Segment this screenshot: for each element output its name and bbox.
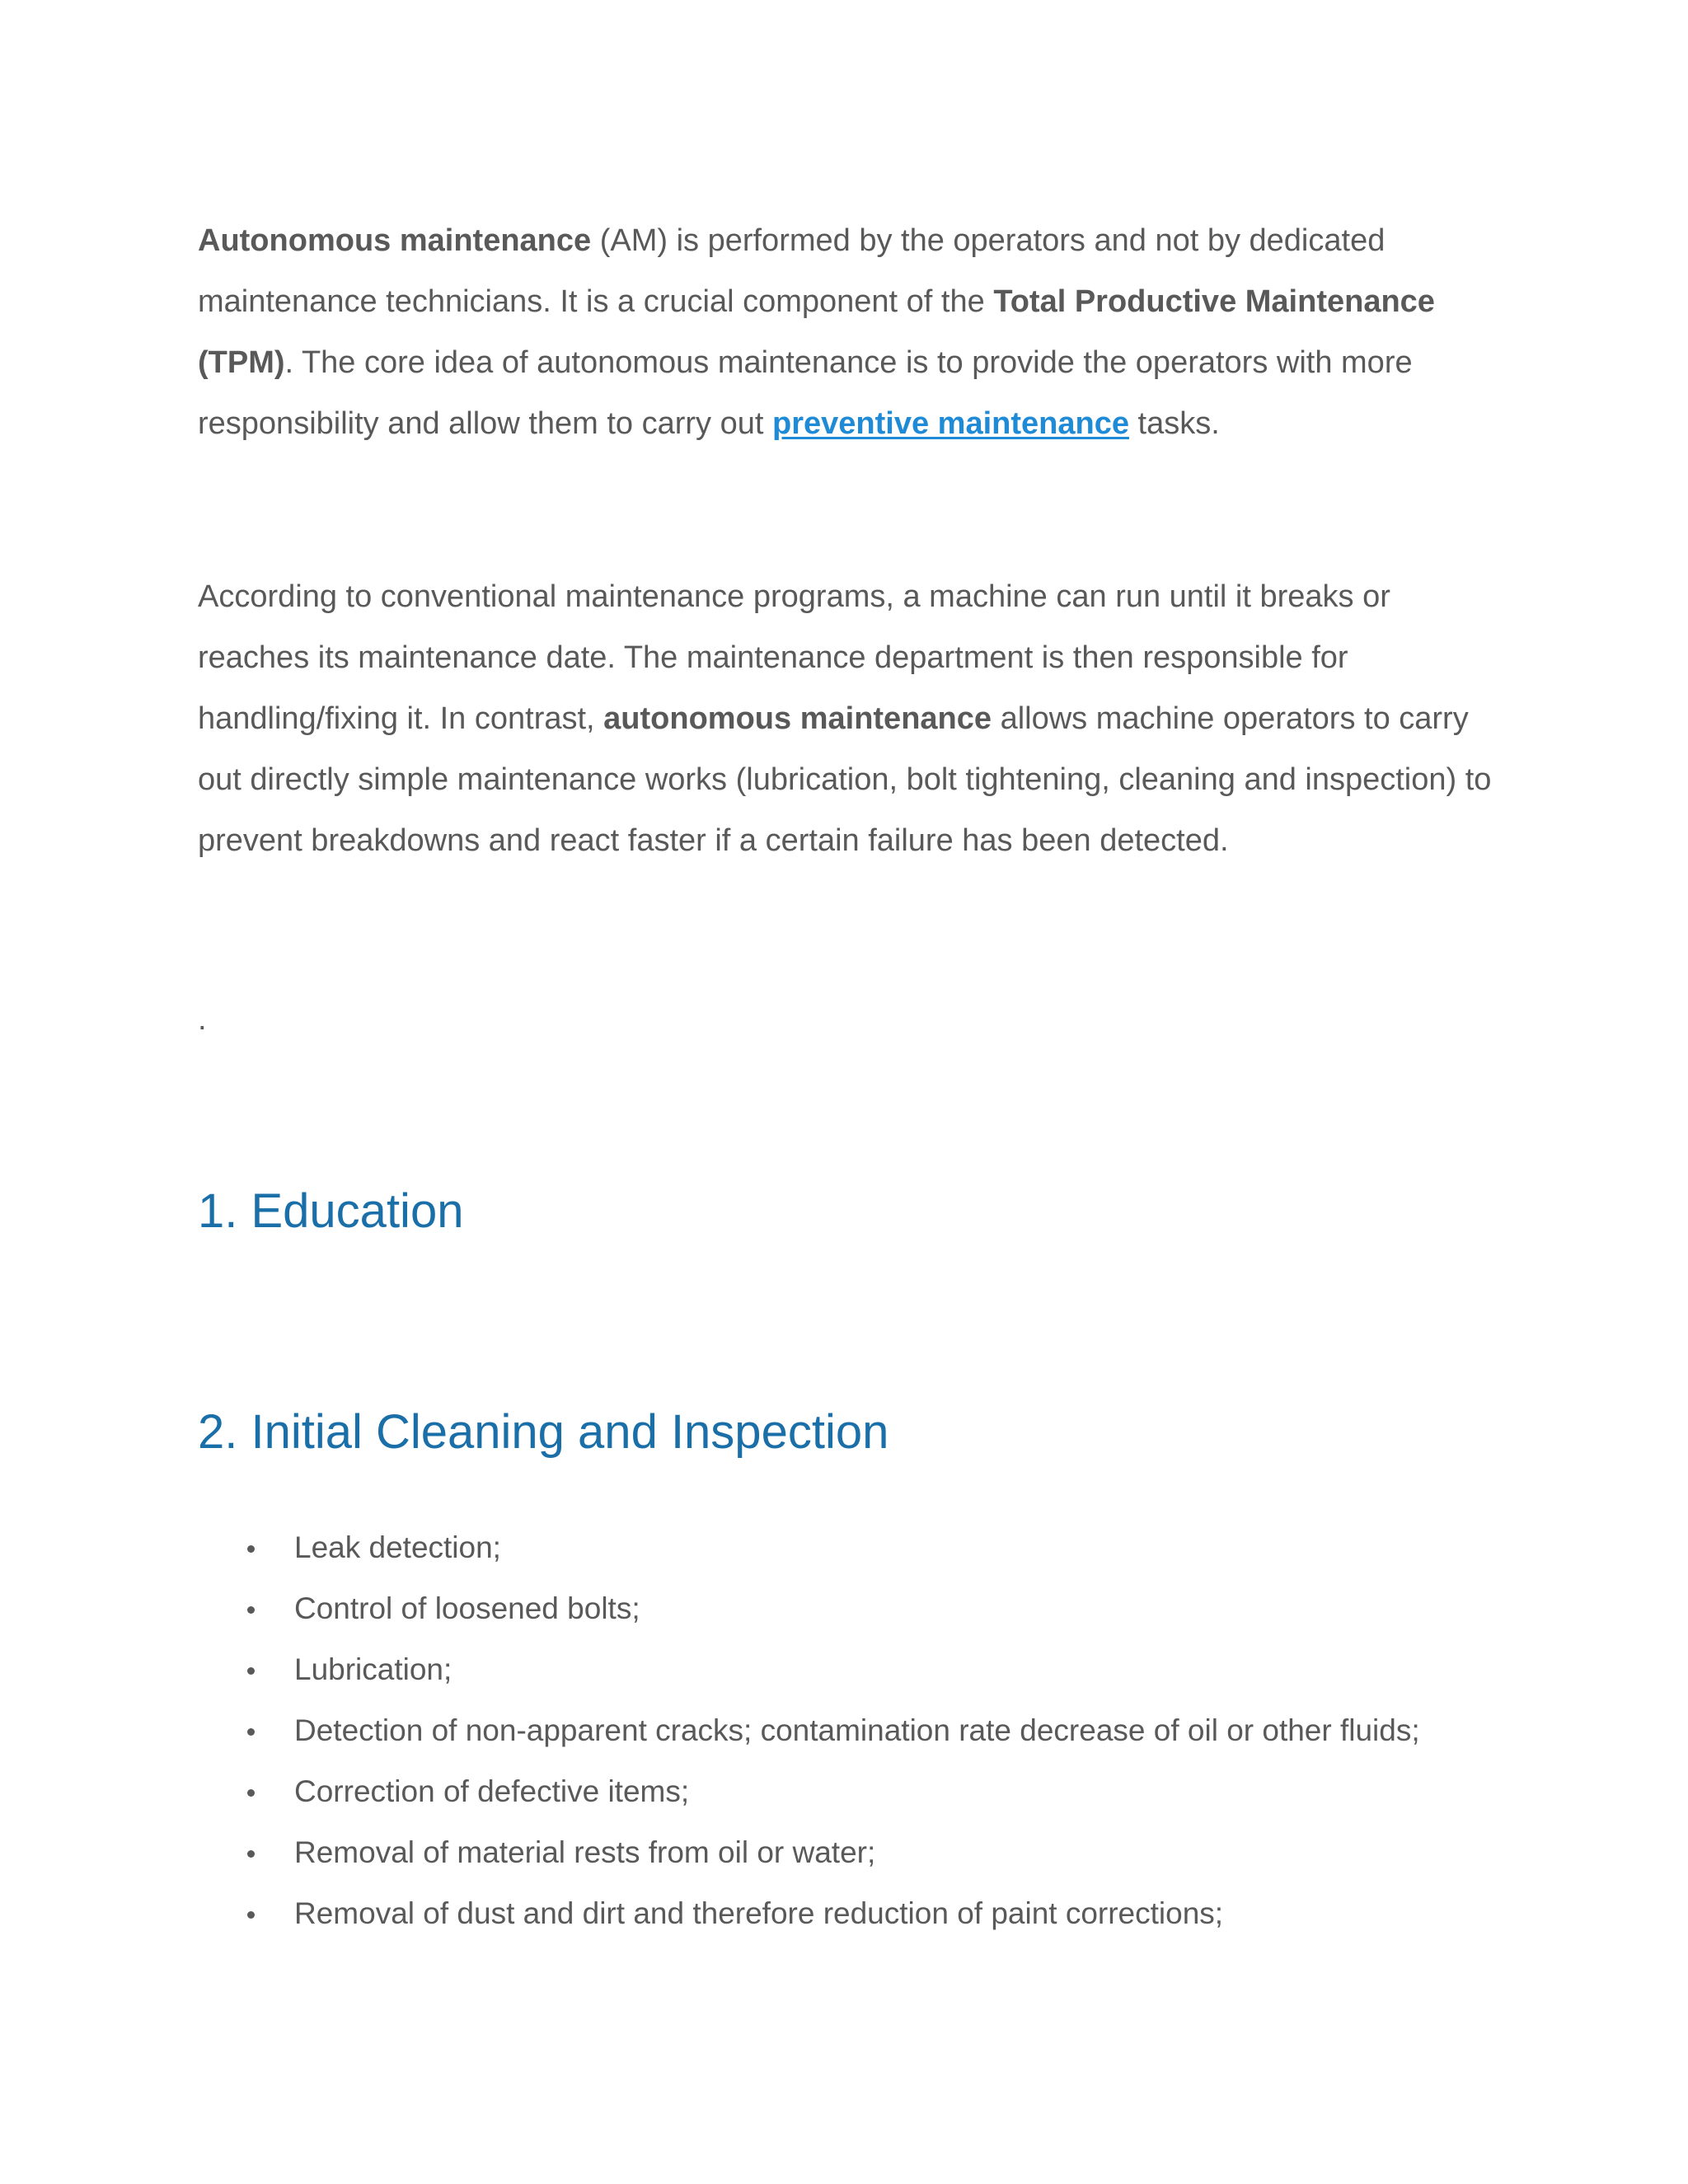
intro-paragraph-conventional — [198, 566, 1500, 871]
bullet-dot-icon — [247, 1606, 255, 1614]
list-item — [198, 1517, 1484, 1578]
list-item-text: Detection of non-apparent cracks; contamination rate decrease of oil or other fluids; — [294, 1713, 1420, 1747]
bullet-dot-icon — [247, 1545, 255, 1553]
bullet-dot-icon — [247, 1911, 255, 1919]
list-item-text: Removal of material rests from oil or water; — [294, 1835, 876, 1869]
paragraph-text: . The core idea of autonomous maintenance is to provide the operators with more responsibility and allow them to carry out — [198, 345, 1413, 441]
list-item — [198, 1578, 1484, 1639]
intro-paragraph-am — [198, 210, 1500, 454]
paragraph-text: tasks. — [1128, 406, 1220, 441]
bold-term-autonomous-maintenance-2: autonomous maintenance — [603, 701, 992, 736]
preventive-maintenance-link[interactable]: preventive maintenance — [772, 406, 1129, 441]
bullet-dot-icon — [247, 1789, 255, 1797]
bullet-dot-icon — [247, 1728, 255, 1736]
list-item-text: Lubrication; — [294, 1652, 452, 1686]
list-item — [198, 1700, 1484, 1761]
list-item — [198, 1639, 1484, 1700]
section-heading-initial-cleaning: 2. Initial Cleaning and Inspection — [198, 1405, 889, 1459]
list-item-text: Leak detection; — [294, 1530, 501, 1564]
cleaning-bullet-list — [198, 1517, 1484, 1944]
paragraph-text: allows machine operators to carry out directly simple maintenance works (lubrication, bolt tightening, cleaning and inspection) to prevent breakdowns and react faster if a certain failure has been detected. — [198, 701, 1492, 858]
list-item-text: Removal of dust and dirt and therefore reduction of paint corrections; — [294, 1896, 1224, 1930]
paragraph-text: (AM) is performed by the operators and not by dedicated maintenance technicians. It is a crucial component of the — [198, 223, 1386, 319]
list-item-text: Correction of defective items; — [294, 1774, 690, 1808]
stray-dot: . — [198, 1002, 207, 1037]
bold-term-autonomous-maintenance: Autonomous maintenance — [198, 223, 592, 258]
paragraph-text: According to conventional maintenance programs, a machine can run until it breaks or reaches its maintenance date. The maintenance department is then responsible for handling/fixing it. In contrast, — [198, 579, 1390, 736]
section-heading-education: 1. Education — [198, 1184, 464, 1238]
list-item — [198, 1822, 1484, 1883]
list-item — [198, 1883, 1484, 1944]
bullet-dot-icon — [247, 1667, 255, 1675]
bullet-dot-icon — [247, 1850, 255, 1858]
list-item-text: Control of loosened bolts; — [294, 1591, 640, 1625]
list-item — [198, 1761, 1484, 1822]
bold-term-tpm: Total Productive Maintenance (TPM) — [198, 284, 1435, 380]
